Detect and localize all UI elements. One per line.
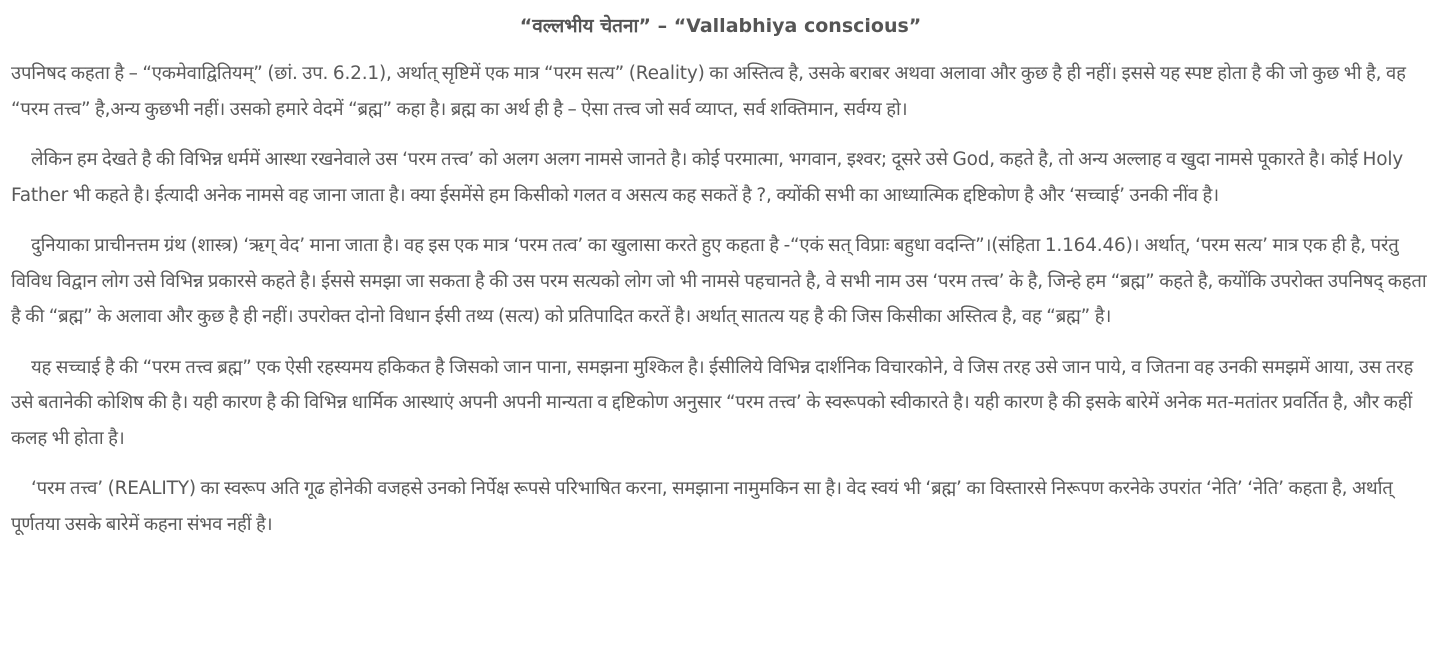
article-title: “वल्लभीय चेतना” – “Vallabhiya conscious” — [519, 15, 922, 37]
paragraph-5: ‘परम तत्त्व’ (REALITY) का स्वरूप अति गूढ होनेकी वजहसे उनको निर्पेक्ष रूपसे परिभाषित करना, समझाना नामुमकिन सा है। वेद स्वयं भी ‘ब्रह्म’ का विस्तारसे निरूपण करनेके उपरांत ‘नेति’ ‘नेति’ कहता है, अर्थात् पूर्णतया उसके बारेमें कहना संभव नहीं है। — [11, 478, 1393, 535]
paragraph-3: दुनियाका प्राचीनत्तम ग्रंथ (शास्त्र) ‘ऋग् वेद’ माना जाता है। वह इस एक मात्र ‘परम तत्व’ का खुलासा करते हुए कहता है -“एकं सत् विप्राः बहुधा वदन्ति”।(संहिता 1.164.46)। अर्थात्, ‘परम सत्य’ मात्र एक ही है, परंतु विविध विद्वान लोग उसे विभिन्न प्रकारसे कहते है। ईससे समझा जा सकता है की उस परम सत्यको लोग जो भी नामसे पहचानते है, वे सभी नाम उस ‘परम तत्त्व’ के है, जिन्हे हम “ब्रह्म” कहते है, कयोंकि उपरोक्त उपनिषद् कहता है की “ब्रह्म” के अलावा और कुछ है ही नहीं। उपरोक्त दोनो विधान ईसी तथ्य (सत्य) को प्रतिपादित करतें है। अर्थात् सातत्य यह है की जिस किसीका अस्तित्व है, वह “ब्रह्म” है। — [11, 235, 1427, 327]
paragraph-1: उपनिषद कहता है – “एकमेवाद्वितियम्” (छां. उप. 6.2.1), अर्थात् सृष्टिमें एक मात्र “परम सत्य” (Reality) का अस्तित्व है, उसके बराबर अथवा अलावा और कुछ है ही नहीं। इससे यह स्पष्ट होता है की जो कुछ भी है, वह “परम तत्त्व” है,अन्य कुछभी नहीं। उसको हमारे वेदमें “ब्रह्म” कहा है। ब्रह्म का अर्थ ही है – ऐसा तत्त्व जो सर्व व्याप्त, सर्व शक्तिमान, सर्वग्य हो। — [11, 63, 1406, 120]
paragraph-4: यह सच्चाई है की “परम तत्त्व ब्रह्म” एक ऐसी रहस्यमय हकिकत है जिसको जान पाना, समझना मुश्किल है। ईसीलिये विभिन्न दार्शनिक विचारकोने, वे जिस तरह उसे जान पाये, व जितना वह उनकी समझमें आया, उस तरह उसे बतानेकी कोशिष की है। यही कारण है की विभिन्न धार्मिक आस्थाएं अपनी अपनी मान्यता व द्दष्टिकोण अनुसार “परम तत्त्व’ के स्वरूपको स्वीकारते है। यही कारण है की इसके बारेमें अनेक मत-मतांतर प्रवर्तित है, और कहीं कलह भी होता है। — [11, 356, 1414, 449]
paragraph-2: लेकिन हम देखते है की विभिन्न धर्ममें आस्था रखनेवाले उस ‘परम तत्त्व’ को अलग अलग नामसे जानते है। कोई परमात्मा, भगवान, इश्वर; दूसरे उसे God, कहते है, तो अन्य अल्लाह व खुदा नामसे पूकारते है। कोई Holy Father भी कहते है। ईत्यादी अनेक नामसे वह जाना जाता है। क्या ईसमेंसे हम किसीको गलत व असत्य कह सकतें है ?, क्योंकी सभी का आध्यात्मिक द्दष्टिकोण है और ‘सच्चाई’ उनकी नींव है। — [11, 149, 1404, 206]
